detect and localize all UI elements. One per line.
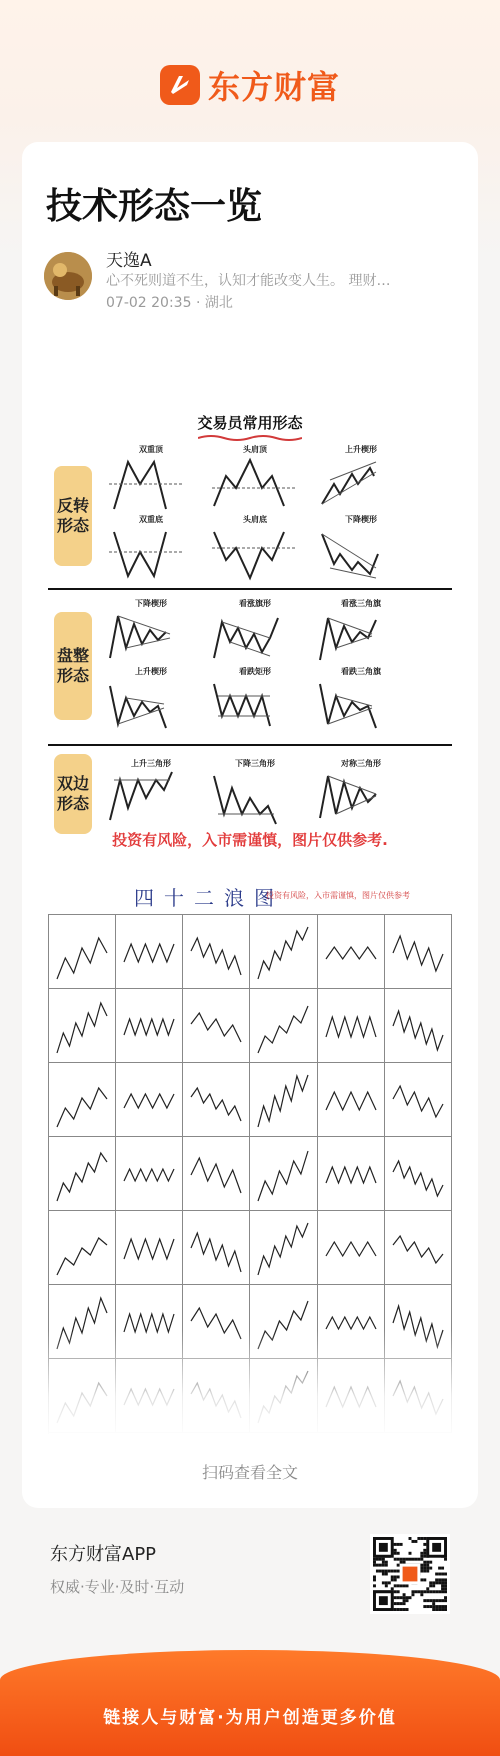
head-shoulders-top-chart (208, 454, 302, 514)
wave-cell (250, 1137, 317, 1211)
qr-code[interactable] (370, 1534, 450, 1614)
rising-wedge-chart (314, 454, 408, 514)
descending-triangle-chart (208, 768, 302, 828)
waves-image-header (48, 880, 452, 910)
symmetric-triangle-chart (314, 768, 408, 828)
footer-tagline: 权威·专业·及时·互动 (50, 1578, 185, 1596)
bearish-pennant-chart (314, 676, 408, 736)
wave-cell (183, 1063, 250, 1137)
wave-cell (318, 1137, 385, 1211)
wave-sketch-icon (254, 997, 312, 1057)
pattern-label: 下降楔形 (135, 599, 167, 608)
pattern-label: 双重顶 (139, 445, 163, 454)
wave-cell (318, 989, 385, 1063)
pattern-cell (314, 514, 408, 584)
pattern-label: 头肩顶 (243, 445, 267, 454)
pattern-label: 对称三角形 (341, 759, 381, 768)
pattern-cell (208, 598, 302, 668)
wave-cell (385, 1211, 452, 1285)
wave-sketch-icon (254, 1071, 312, 1131)
pattern-cell (314, 444, 408, 514)
pattern-cell (208, 514, 302, 584)
wave-cell (116, 1137, 183, 1211)
wave-cell (49, 915, 116, 989)
pattern-label: 头肩底 (243, 515, 267, 524)
meta-separator: · (195, 295, 205, 311)
head-shoulders-bottom-chart (208, 524, 302, 584)
qr-code-icon (373, 1537, 447, 1611)
author-bio: 心不死则道不生，认知才能改变人生。 理财… (106, 273, 391, 289)
footer-app-name: 东方财富APP (50, 1544, 157, 1565)
wave-cell (250, 989, 317, 1063)
wave-sketch-icon (187, 1219, 245, 1279)
wave-sketch-icon (254, 1145, 312, 1205)
falling-wedge-chart (314, 524, 408, 584)
wave-cell (385, 1063, 452, 1137)
wave-sketch-icon (322, 1219, 380, 1279)
pattern-label: 下降楔形 (345, 515, 377, 524)
patterns-image[interactable] (48, 404, 452, 864)
pattern-label: 上升三角形 (131, 759, 171, 768)
pattern-cell (208, 444, 302, 514)
wave-sketch-icon (389, 997, 447, 1057)
divider-line (48, 588, 452, 590)
wave-sketch-icon (53, 1219, 111, 1279)
pattern-label: 看涨三角旗 (341, 599, 381, 608)
wave-sketch-icon (120, 923, 178, 983)
scan-to-read-button[interactable]: 扫码查看全文 (201, 1463, 298, 1482)
wave-sketch-icon (389, 1219, 447, 1279)
wave-cell (183, 1211, 250, 1285)
pattern-label: 看跌矩形 (239, 667, 271, 676)
wave-sketch-icon (120, 1071, 178, 1131)
risk-warning: 投资有风险，入市需谨慎，图片仅供参考. (112, 831, 388, 849)
wave-cell (49, 989, 116, 1063)
wave-sketch-icon (187, 997, 245, 1057)
pattern-cell (104, 598, 198, 668)
wave-sketch-icon (187, 923, 245, 983)
post-meta (106, 292, 233, 312)
author-name[interactable]: 天逸A (106, 251, 152, 271)
pattern-cell (104, 666, 198, 736)
post-date: 07-02 20:35 (106, 295, 192, 311)
pattern-label: 上升楔形 (345, 445, 377, 454)
wave-cell (183, 915, 250, 989)
article-card (22, 142, 478, 1508)
pattern-label: 上升楔形 (135, 667, 167, 676)
wave-cell (49, 1211, 116, 1285)
divider-line (48, 744, 452, 746)
footer-slogan: 链接人与财富·为用户创造更多价值 (103, 1708, 397, 1728)
wave-cell (318, 1211, 385, 1285)
wave-sketch-icon (53, 923, 111, 983)
waves-image-note: 投资有风险，入市需谨慎，图片仅供参考 (266, 891, 410, 900)
wave-cell (385, 915, 452, 989)
group-reversal: 反转形态 (54, 466, 92, 566)
waves-image[interactable] (48, 880, 452, 1440)
pattern-cell (208, 666, 302, 736)
brand-name: 东方财富 (207, 68, 340, 106)
wave-sketch-icon (187, 1071, 245, 1131)
wave-cell (116, 915, 183, 989)
wave-cell (250, 1063, 317, 1137)
wave-sketch-icon (322, 1071, 380, 1131)
bearish-rectangle-chart (208, 676, 302, 736)
wave-sketch-icon (389, 923, 447, 983)
wave-sketch-icon (120, 1145, 178, 1205)
wave-cell (116, 1063, 183, 1137)
title-underline-icon (198, 434, 302, 442)
wave-sketch-icon (389, 1145, 447, 1205)
wave-cell (49, 1063, 116, 1137)
wave-cell (385, 1137, 452, 1211)
bullish-pennant-chart (314, 608, 408, 668)
wave-sketch-icon (254, 1219, 312, 1279)
wave-cell (318, 1063, 385, 1137)
patterns-image-title: 交易员常用形态 (197, 414, 303, 432)
wave-sketch-icon (322, 923, 380, 983)
pattern-cell (104, 444, 198, 514)
wave-sketch-icon (322, 997, 380, 1057)
author-avatar[interactable] (44, 252, 92, 300)
pattern-cell (104, 758, 198, 828)
wave-sketch-icon (53, 1071, 111, 1131)
wave-cell (183, 989, 250, 1063)
post-location: 湖北 (204, 295, 233, 311)
pattern-cell (208, 758, 302, 828)
group-bilateral: 双边形态 (54, 754, 92, 834)
group-consolidation: 盘整形态 (54, 612, 92, 720)
double-top-chart (104, 454, 198, 514)
bullish-flag-chart (208, 608, 302, 668)
wave-cell (250, 1211, 317, 1285)
pattern-cell (314, 666, 408, 736)
pattern-cell (314, 598, 408, 668)
wave-cell (318, 915, 385, 989)
eastmoney-logo-icon (160, 65, 200, 105)
pattern-label: 看涨旗形 (239, 599, 271, 608)
pattern-label: 双重底 (139, 515, 163, 524)
wave-sketch-icon (322, 1145, 380, 1205)
content-fade (48, 1330, 452, 1440)
double-bottom-chart (104, 524, 198, 584)
article-title: 技术形态一览 (46, 185, 263, 227)
wave-sketch-icon (53, 997, 111, 1057)
wave-cell (49, 1137, 116, 1211)
wave-cell (250, 915, 317, 989)
brand-header (0, 62, 500, 108)
wave-sketch-icon (389, 1071, 447, 1131)
wave-sketch-icon (254, 923, 312, 983)
pattern-label: 下降三角形 (235, 759, 275, 768)
wave-sketch-icon (120, 1219, 178, 1279)
pattern-cell (104, 514, 198, 584)
wave-cell (116, 1211, 183, 1285)
wave-cell (385, 989, 452, 1063)
falling-wedge-chart (104, 608, 198, 668)
wave-cell (116, 989, 183, 1063)
wave-sketch-icon (120, 997, 178, 1057)
pattern-cell (314, 758, 408, 828)
ascending-triangle-chart (104, 768, 198, 828)
wave-sketch-icon (187, 1145, 245, 1205)
waves-image-title: 四十二浪图 (134, 886, 284, 910)
rising-wedge-chart (104, 676, 198, 736)
wave-sketch-icon (53, 1145, 111, 1205)
pattern-label: 看跌三角旗 (341, 667, 381, 676)
wave-cell (183, 1137, 250, 1211)
